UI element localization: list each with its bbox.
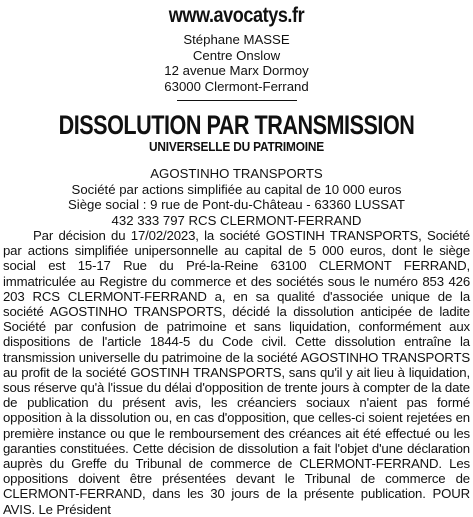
lawyer-name: Stéphane MASSE: [183, 32, 290, 47]
company-name: AGOSTINHO TRANSPORTS: [150, 166, 323, 181]
company-rcs: 432 333 797 RCS CLERMONT-FERRAND: [111, 212, 362, 228]
lawyer-city: 63000 Clermont-Ferrand: [164, 78, 309, 94]
lawyer-building: Centre Onslow: [192, 47, 281, 63]
company-block: [3, 166, 470, 228]
notice-title: DISSOLUTION PAR TRANSMISSION: [58, 110, 415, 140]
lawyer-street: 12 avenue Marx Dormoy: [164, 63, 309, 78]
company-seat: Siège social : 9 rue de Pont-du-Château - 63360 LUSSAT: [68, 197, 405, 212]
divider: [177, 100, 297, 101]
notice-subtitle: UNIVERSELLE DU PATRIMOINE: [148, 139, 325, 154]
notice-body: Par décision du 17/02/2023, la société GOSTINH TRANSPORTS, Société par actions simplifiée unipersonnelle au capital de 5 000 euros, dont le siège social est 15-17 Rue du Pré-la-Reine 63100 CLERMONT FERRAND, immatriculée au Registre du commerce et des sociétés sous le numéro 853 426 203 RCS CLERMONT-FERRAND a, en sa qualité d'associée unique de la société AGOSTINHO TRANSPORTS, décidé la dissolution anticipée de ladite Société par confusion de patrimoine et sans liquidation, conformément aux dispositions de l'article 1844-5 du Code civil. Cette dissolution entraîne la transmission universelle du patrimoine de la société AGOSTINHO TRANSPORTS au profit de la société GOSTINH TRANSPORTS, sans qu'il y ait lieu à liquidation, sous réserve qu'à l'issue du délai d'opposition de trente jours à compter de la date de publication du présent avis, les créanciers sociaux n'aient pas formé opposition à la dissolution ou, en cas d'opposition, que celles-ci soient rejetées en première instance ou que le remboursement des créances ait été effectué ou les garanties constituées. Cette décision de dissolution a fait l'objet d'une déclaration auprès du Greffe du Tribunal de commerce de CLERMONT-FERRAND. Les oppositions doivent être présentées devant le Tribunal de commerce de CLERMONT-FERRAND, dans les 30 jours de la présente publication. POUR AVIS. Le Président: [3, 228, 470, 517]
lawyer-address: [3, 32, 470, 94]
company-form: Société par actions simplifiée au capital de 10 000 euros: [71, 181, 402, 197]
site-url[interactable]: www.avocatys.fr: [168, 4, 305, 27]
